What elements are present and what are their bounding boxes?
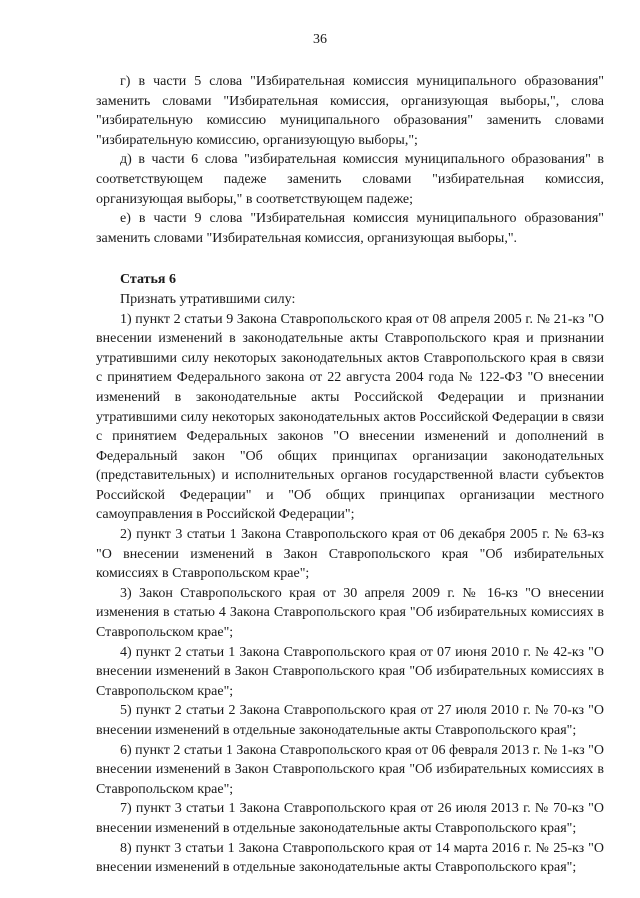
- list-item-2: 2) пункт 3 статьи 1 Закона Ставропольского края от 06 декабря 2005 г. № 63-кз "О внесении изменений в Закон Ставропольского края "Об избирательных комиссиях в Ставропольском крае";: [96, 527, 604, 582]
- section-spacer: [96, 248, 604, 270]
- list-item-4: 4) пункт 2 статьи 1 Закона Ставропольского края от 07 июня 2010 г. № 42-кз "О внесении изменений в Закон Ставропольского края "Об избирательных комиссиях в Ставропольском крае";: [96, 644, 604, 699]
- page-number: 36: [313, 32, 327, 47]
- paragraph-d: д) в части 6 слова "избирательная комиссия муниципального образования" в соответствующем падеже заменить словами "избирательная комиссия, организующая выборы," в соответствующем падеже;: [96, 152, 604, 207]
- list-item-3: 3) Закон Ставропольского края от 30 апреля 2009 г. № 16-кз "О внесении изменения в статью 4 Закона Ставропольского края "Об избирательных комиссиях в Ставропольском крае";: [96, 585, 604, 641]
- list-item-6: 6) пункт 2 статьи 1 Закона Ставропольского края от 06 февраля 2013 г. № 1-кз "О внесении изменений в Закон Ставропольского края "Об избирательных комиссиях в Ставропольском крае";: [96, 742, 604, 797]
- paragraph-e: е) в части 9 слова "Избирательная комиссия муниципального образования" заменить словами "Избирательная комиссия, организующая выборы,".: [96, 211, 604, 246]
- list-item-8: 8) пункт 3 статьи 1 Закона Ставропольского края от 14 марта 2016 г. № 25-кз "О внесении изменений в отдельные законодательные акты Ставропольского края";: [96, 840, 604, 876]
- list-item-5: 5) пункт 2 статьи 2 Закона Ставропольского края от 27 июля 2010 г. № 70-кз "О внесении изменений в отдельные законодательные акты Ставропольского края";: [96, 703, 604, 738]
- article-intro: Признать утратившими силу:: [120, 291, 296, 307]
- document-body: [96, 72, 604, 878]
- list-item-1: 1) пункт 2 статьи 9 Закона Ставропольского края от 08 апреля 2005 г. № 21-кз "О внесении изменений в законодательные акты Ставропольского края и признании утратившими силу некоторых законодательных актов Ставропольского края в связи с принятием Федерального закона от 22 августа 2004 года № 122-ФЗ "О внесении изменений в законодательные акты Российской Федерации и признании утратившими силу некоторых законодательных актов Российской Федерации в связи с принятием Федеральных законов "О внесении изменений и дополнений в Федеральный закон "Об общих принципах организации законодательных (представительных) и исполнительных органов государственной власти субъектов Российской Федерации" и "Об общих принципах организации местного самоуправления в Российской Федерации";: [96, 311, 604, 523]
- list-item-7: 7) пункт 3 статьи 1 Закона Ставропольского края от 26 июля 2013 г. № 70-кз "О внесении изменений в отдельные законодательные акты Ставропольского края";: [96, 801, 604, 836]
- article-heading: Статья 6: [120, 272, 176, 288]
- paragraph-g: г) в части 5 слова "Избирательная комиссия муниципального образования" заменить словами "Избирательная комиссия, организующая выборы,", слова "избирательную комиссию муниципального образования" заменить словами "избирательную комиссию, организующую выборы,";: [96, 74, 604, 148]
